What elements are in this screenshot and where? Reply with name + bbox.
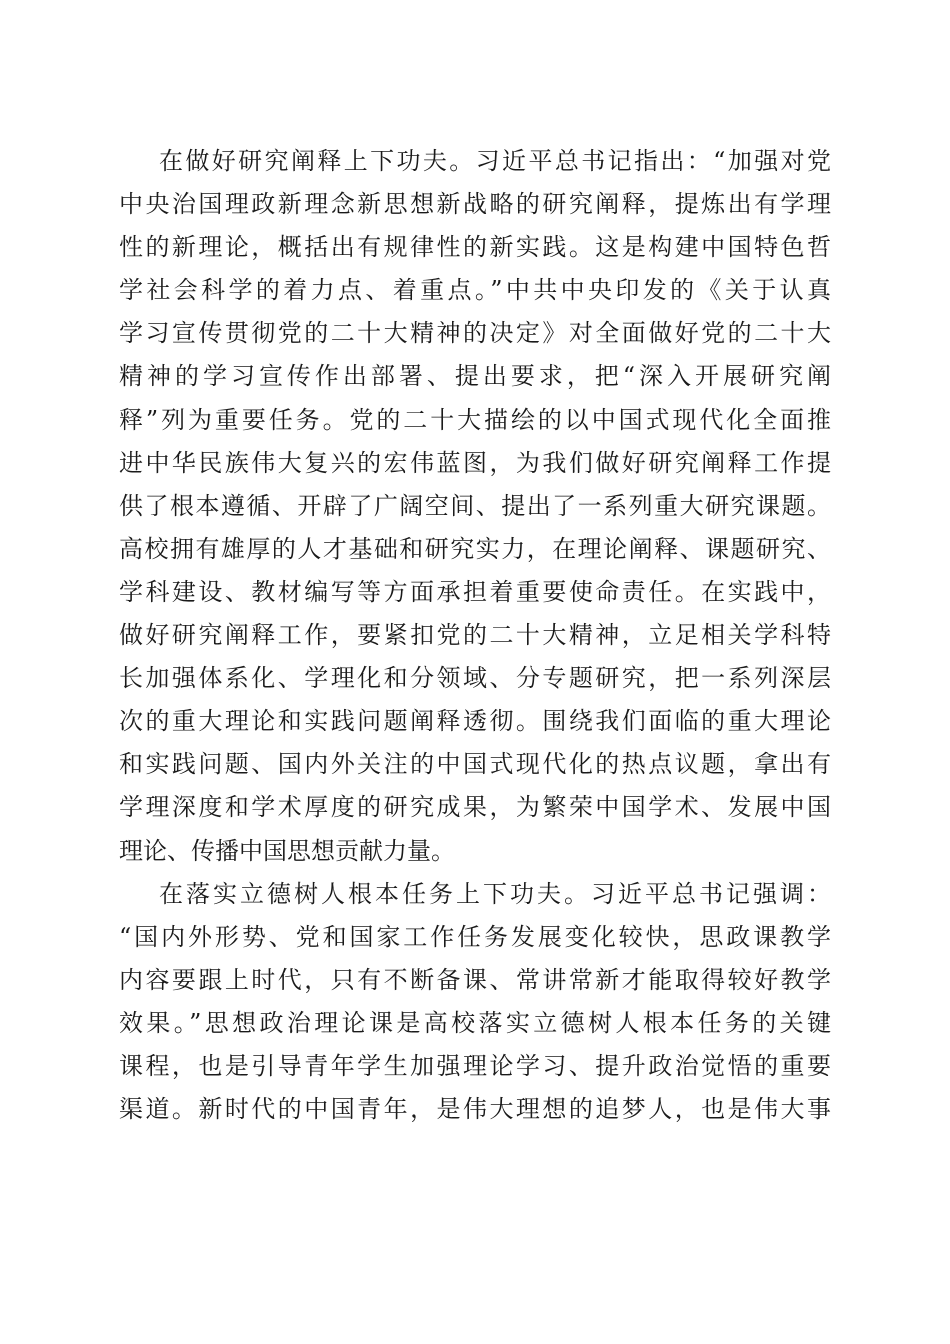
text-line: 和实践问题、国内外关注的中国式现代化的热点议题，拿出有 bbox=[119, 750, 831, 779]
text-line: 课程，也是引导青年学生加强理论学习、提升政治觉悟的重要 bbox=[119, 1051, 831, 1080]
text-line: 渠道。新时代的中国青年，是伟大理想的追梦人，也是伟大事 bbox=[119, 1095, 831, 1124]
text-line: 中央治国理政新理念新思想新战略的研究阐释，提炼出有学理 bbox=[119, 190, 831, 219]
text-line: 在落实立德树人根本任务上下功夫。习近平总书记强调： bbox=[159, 879, 831, 908]
text-line: 做好研究阐释工作，要紧扣党的二十大精神，立足相关学科特 bbox=[119, 621, 831, 650]
body-text bbox=[119, 140, 831, 1131]
text-line: 在做好研究阐释上下功夫。习近平总书记指出：“加强对党 bbox=[159, 147, 831, 175]
text-line: 释”列为重要任务。党的二十大描绘的以中国式现代化全面推 bbox=[119, 405, 831, 434]
text-line: 学理深度和学术厚度的研究成果，为繁荣中国学术、发展中国 bbox=[119, 793, 831, 822]
text-line: 性的新理论，概括出有规律性的新实践。这是构建中国特色哲 bbox=[119, 233, 831, 262]
text-line: 精神的学习宣传作出部署、提出要求，把“深入开展研究阐 bbox=[119, 362, 831, 391]
text-line: 理论、传播中国思想贡献力量。 bbox=[119, 836, 455, 865]
paragraph-moral-education bbox=[119, 873, 831, 1132]
text-line: 进中华民族伟大复兴的宏伟蓝图，为我们做好研究阐释工作提 bbox=[119, 448, 831, 477]
text-line: “国内外形势、党和国家工作任务发展变化较快，思政课教学 bbox=[119, 922, 831, 951]
text-line: 内容要跟上时代，只有不断备课、常讲常新才能取得较好教学 bbox=[119, 965, 831, 994]
text-line: 学社会科学的着力点、着重点。”中共中央印发的《关于认真 bbox=[119, 276, 831, 305]
text-line: 供了根本遵循、开辟了广阔空间、提出了一系列重大研究课题。 bbox=[119, 491, 831, 520]
text-line: 次的重大理论和实践问题阐释透彻。围绕我们面临的重大理论 bbox=[119, 707, 831, 736]
text-line: 长加强体系化、学理化和分领域、分专题研究，把一系列深层 bbox=[119, 664, 831, 693]
text-line: 效果。”思想政治理论课是高校落实立德树人根本任务的关键 bbox=[119, 1008, 831, 1037]
paragraph-research-interpretation bbox=[119, 140, 831, 873]
text-line: 学习宣传贯彻党的二十大精神的决定》对全面做好党的二十大 bbox=[119, 319, 831, 348]
text-line: 高校拥有雄厚的人才基础和研究实力，在理论阐释、课题研究、 bbox=[119, 534, 831, 563]
text-line: 学科建设、教材编写等方面承担着重要使命责任。在实践中， bbox=[119, 577, 831, 606]
